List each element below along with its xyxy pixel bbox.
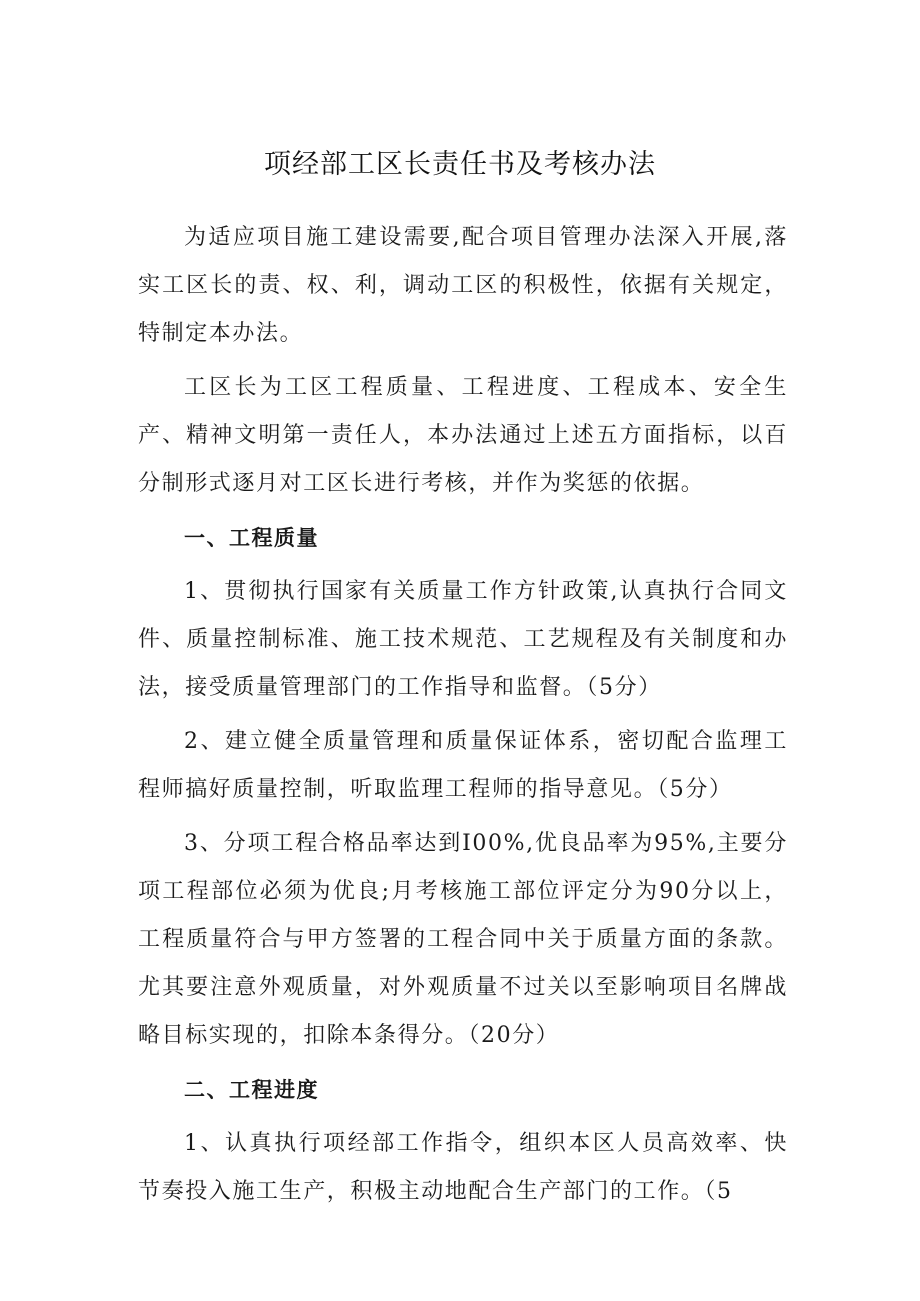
quality-item-1: 1、贯彻执行国家有关质量工作方针政策,认真执行合同文件、质量控制标准、施工技术规范、工艺规程及有关制度和办法，接受质量管理部门的工作指导和监督。（5分）: [138, 579, 788, 700]
section-heading-quality: 一、工程质量: [184, 526, 319, 550]
scope-paragraph: 工区长为工区工程质量、工程进度、工程成本、安全生产、精神文明第一责任人，本办法通过上述五方面指标，以百分制形式逐月对工区长进行考核，并作为奖惩的依据。: [138, 375, 788, 496]
progress-item-1: 1、认真执行项经部工作指令，组织本区人员高效率、快节奏投入施工生产，积极主动地配合生产部门的工作。（5: [138, 1131, 788, 1204]
quality-item-3: 3、分项工程合格品率达到I00%,优良品率为95%,主要分项工程部位必须为优良;月考核施工部位评定分为90分以上，工程质量符合与甲方签署的工程合同中关于质量方面的条款。尤其要注意外观质量，对外观质量不过关以至影响项目名牌战略目标实现的，扣除本条得分。（20分）: [138, 831, 788, 1048]
section-heading-progress: 二、工程进度: [184, 1078, 319, 1102]
document-title: 项经部工区长责任书及考核办法: [264, 149, 656, 180]
document-body: [138, 214, 788, 1222]
intro-paragraph: 为适应项目施工建设需要,配合项目管理办法深入开展,落实工区长的责、权、利，调动工区的积极性，依据有关规定，特制定本办法。: [138, 225, 788, 346]
quality-item-2: 2、建立健全质量管理和质量保证体系，密切配合监理工程师搞好质量控制，听取监理工程师的指导意见。（5分）: [138, 729, 788, 802]
